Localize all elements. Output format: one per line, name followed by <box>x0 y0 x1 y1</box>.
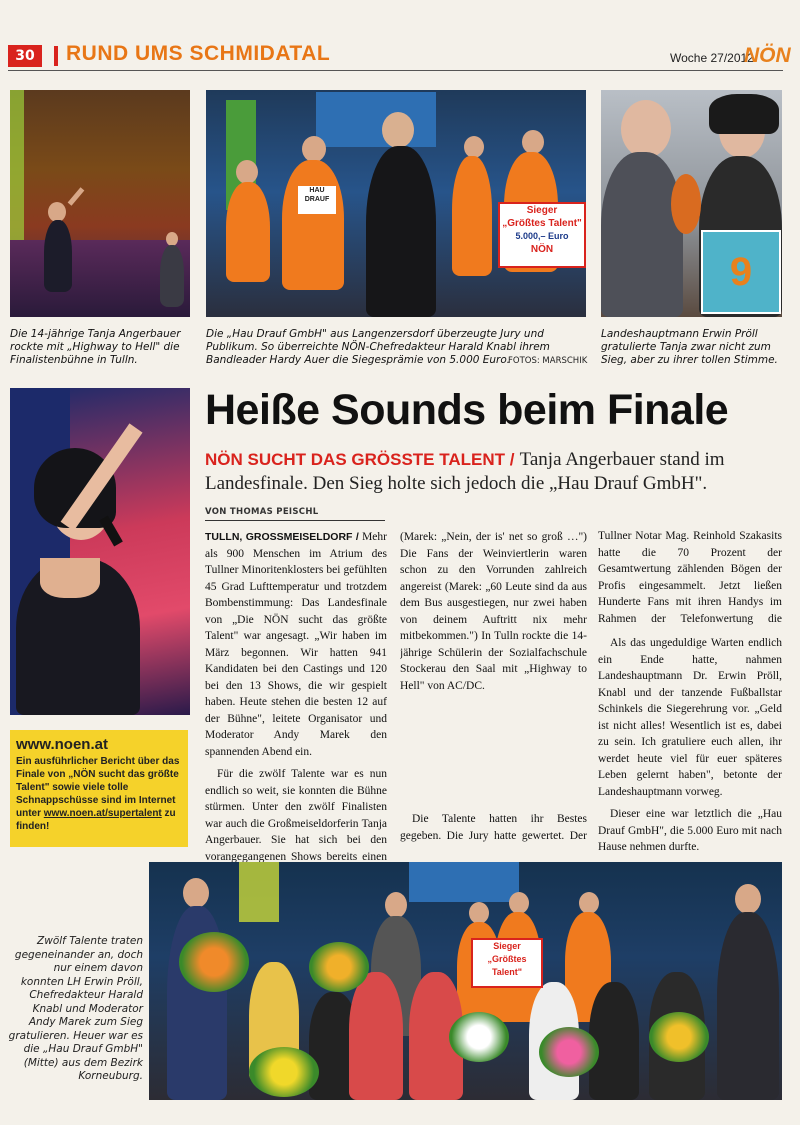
article-headline: Heiße Sounds beim Finale <box>205 386 729 434</box>
photo-credit: FOTOS: MARSCHIK <box>508 356 588 366</box>
sign-line-2: „Größtes Talent" <box>502 218 582 229</box>
info-box-link[interactable]: www.noen.at/supertalent <box>43 808 162 819</box>
article-paragraph-3-cont <box>598 529 782 629</box>
article-paragraph-3-flow: Tullner Notar Mag. Reinhold Szakasits hatte die 70 Prozent der Gesamtwertung zählenden Bögen der Profis eingesammelt. Jetzt ließen Hunderte Fans mit ihren Handys im Rahmen der Telefonwertung die <box>598 530 782 625</box>
info-box-text <box>10 755 188 833</box>
sign-line-1: Sieger <box>526 205 558 216</box>
issue-week: Woche 27/2012 <box>670 51 754 65</box>
caption-group-photo: Zwölf Talente traten gegeneinander an, doch nur einem davon konnten LH Erwin Pröll, Chefredakteur Harald Knabl und Moderator Andy Marek zum Sieg gratulieren. Heuer war es die „Hau Drauf GmbH" (Mitte) aus dem Bezirk Korneuburg. <box>8 935 143 1082</box>
caption-photo-singer: Die 14-jährige Tanja Angerbauer rockte mit „Highway to Hell" die Finalistenbühne in Tulln. <box>10 328 181 366</box>
article-paragraph-1: Mehr als 900 Menschen im Atrium des Tullner Minoritenklosters bei gefühlten 45 Grad Lufttemperatur und trotzdem Bombenstimmung: Das Landesfinale von „Die NÖN sucht das größte Talent" war angesagt. „Wir haben im März begonnen. Wir hatten 941 Kandidaten bei den Castings und 120 bei den 13 Shows, die wir gespielt haben. Heute stehen die besten 12 auf der Bühne", leitete Organisator und Moderator Andy Marek den spannenden Abend ein. <box>205 531 387 758</box>
article-subhead <box>205 448 790 496</box>
article-column-2 <box>400 529 587 845</box>
info-box-end: zu finden! <box>16 808 176 832</box>
photo-singer-closeup <box>10 388 190 715</box>
info-box-url[interactable]: www.noen.at <box>16 736 108 753</box>
header-rule <box>8 70 783 71</box>
info-box <box>10 730 188 847</box>
article-byline: VON THOMAS PEISCHL <box>205 507 319 517</box>
article-paragraph-5: Dieser eine war letztlich die „Hau Drauf GmbH", die 5.000 Euro mit nach Hause nehmen durfte. <box>598 808 782 853</box>
article-paragraph-2: Für die zwölf Talente war es nun endlich so weit, sie konnten die Bühne stürmen. Unter den zwölf Finalisten war auch die Großmeiseldorferin Tanja Angerbauer. Sie hat sich bei den vorangegangenen Shows bereits einen <box>205 768 387 863</box>
group-sign-line-1: Sieger <box>493 941 521 951</box>
sign-brand: NÖN <box>530 244 554 255</box>
info-box-body: Ein ausführlicher Bericht über das Finale von „NÖN sucht das größte Talent" sowie viele tolle Schnappschüsse sind im Internet unter <box>16 756 180 819</box>
article-dateline: TULLN, GROSSMEISELDORF / <box>205 531 359 543</box>
photo-winners <box>206 90 586 317</box>
sign-amount: 5.000,– Euro <box>515 231 569 241</box>
photo-group-finalists <box>149 862 782 1100</box>
section-title: RUND UMS SCHMIDATAL <box>66 42 331 65</box>
group-sign-line-2: „Größtes Talent" <box>487 954 527 977</box>
article-kicker: NÖN SUCHT DAS GRÖSSTE TALENT / <box>205 450 515 469</box>
page-number: 30 <box>8 45 42 67</box>
winner-cheque-sign <box>498 202 586 268</box>
shirt-print: HAU DRAUF <box>298 186 336 214</box>
section-divider <box>54 46 58 66</box>
article-paragraph-2-cont <box>400 529 587 809</box>
photo-singer-stage <box>10 90 190 317</box>
caption-photo-winners: Die „Hau Drauf GmbH" aus Langenzersdorf überzeugte Jury und Publikum. So überreichte NÖN-Chefredakteur Harald Knabl ihrem Bandleader Hardy Auer die Siegesprämie von 5.000 Euro. <box>206 328 550 366</box>
byline-rule <box>205 520 385 521</box>
article-paragraph-2-flow: (Marek: „Nein, der is' net so groß …") Die Fans der Weinviertlerin waren schon zu den Vorrunden zahlreich angereist (Marek: „60 Leute sind da aus dem Bus ausgestiegen, nur zwei haben von deinem Auftritt nix mehr mitbekommen.") In Tulln rockte die 14-jährige Schülerin der Sozialfachschule Stockerau den Saal mit „Highway to Hell" von AC/DC. <box>400 531 587 692</box>
article-paragraph-3 <box>400 811 587 845</box>
article-paragraph-3-text: Die Talente hatten ihr Bestes gegeben. Die Jury hatte gewertet. Der <box>400 813 587 842</box>
article-column-3 <box>598 529 782 862</box>
publication-logo: NÖN <box>744 44 791 67</box>
group-winner-sign <box>471 938 543 988</box>
article-paragraph-4: Als das ungeduldige Warten endlich ein Ende hatte, nahmen Landeshauptmann Dr. Erwin Pröll, Knabl und der tanzende Fußballstar Schinkels die Siegerehrung vor. „Geld ist nicht alles! Wesentlich ist es, dabei zu sein. Ich gratuliere euch allen, ihr werdet heute viel für euer späteres Leben gelernt haben", betonte der Landeshauptmann vorweg. <box>598 637 782 798</box>
article-lead: Tanja Angerbauer stand im Landesfinale. Den Sieg holte sich jedoch die „Hau Drauf GmbH". <box>205 449 725 494</box>
photo-governor-singer <box>601 90 782 317</box>
caption-photo-governor: Landeshauptmann Erwin Pröll gratulierte Tanja zwar nicht zum Sieg, aber zu ihrer tollen Stimme. <box>601 328 778 366</box>
contestant-number-board: 9 <box>701 230 781 314</box>
